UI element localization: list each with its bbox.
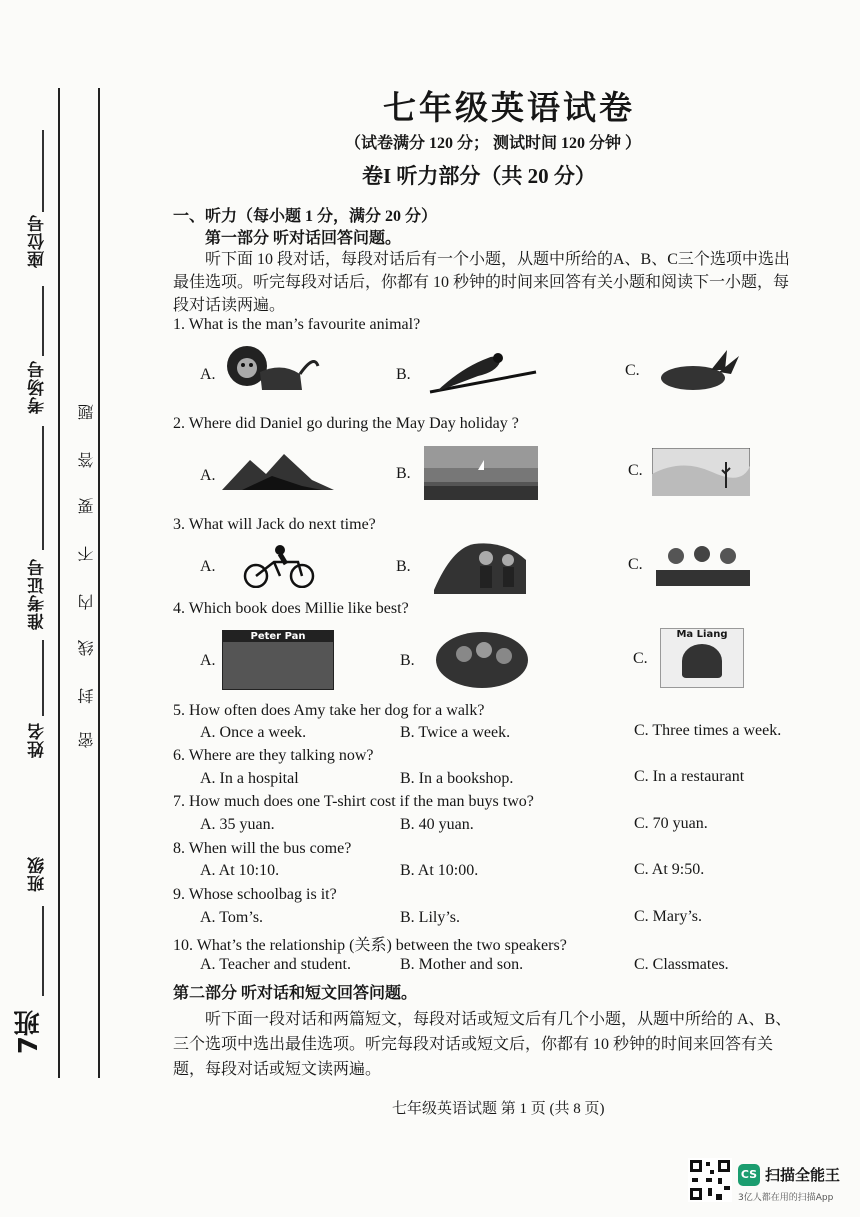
question-3: 3. What will Jack do next time?	[173, 516, 376, 533]
q4-option-a-label[interactable]: A.	[200, 652, 216, 669]
lion-icon[interactable]	[222, 344, 322, 394]
book-title-ma-liang: Ma Liang	[676, 629, 728, 640]
q7-option-c[interactable]: C. 70 yuan.	[634, 815, 708, 832]
seal-char-2: 封	[79, 688, 96, 704]
q9-option-b[interactable]: B. Lily’s.	[400, 909, 461, 926]
part1-instruction-1: 听下面 10 段对话，每段对话后有一个小题，从题中所给的A、B、C三个选项中选出	[205, 251, 790, 268]
cyclist-icon[interactable]	[240, 544, 320, 588]
admission-number-blank[interactable]	[42, 426, 44, 550]
q3-option-c-label[interactable]: C.	[628, 556, 643, 573]
ma-liang-book-icon[interactable]	[660, 628, 744, 688]
q7-option-a[interactable]: A. 35 yuan.	[200, 816, 275, 833]
q6-option-a[interactable]: A. In a hospital	[200, 770, 299, 787]
q2-option-b-label[interactable]: B.	[396, 465, 411, 482]
question-1: 1. What is the man’s favourite animal?	[173, 316, 421, 333]
seal-char-7: 答	[79, 452, 96, 468]
qr-code-icon	[688, 1158, 732, 1202]
part2-heading: 第二部分 听对话和短文回答问题。	[173, 985, 418, 1002]
page-footer: 七年级英语试题 第 1 页 (共 8 页)	[392, 1101, 605, 1117]
exam-room-blank[interactable]	[42, 286, 44, 356]
desert-icon[interactable]	[652, 448, 750, 496]
q2-option-c-label[interactable]: C.	[628, 462, 643, 479]
part1-instruction-3: 段对话读两遍。	[173, 297, 286, 314]
q1-option-b-label[interactable]: B.	[396, 366, 411, 383]
q8-option-a[interactable]: A. At 10:10.	[200, 862, 280, 879]
q8-option-b[interactable]: B. At 10:00.	[400, 862, 479, 879]
class-blank[interactable]	[42, 906, 44, 996]
exam-subtitle: （试卷满分 120 分； 测试时间 120 分钟 ）	[345, 135, 642, 152]
q6-option-c[interactable]: C. In a restaurant	[634, 768, 745, 785]
question-5: 5. How often does Amy take her dog for a walk?	[173, 702, 485, 719]
seat-number-label: 座位号	[28, 214, 47, 268]
part1-heading: 一、听力（每小题 1 分，满分 20 分）	[173, 208, 438, 225]
question-4: 4. Which book does Millie like best?	[173, 600, 409, 617]
question-7: 7. How much does one T-shirt cost if the man buys two?	[173, 793, 534, 810]
name-blank[interactable]	[42, 640, 44, 716]
q1-option-a-label[interactable]: A.	[200, 366, 216, 383]
q9-option-c[interactable]: C. Mary’s.	[634, 908, 702, 925]
name-label: 姓名	[28, 722, 47, 758]
seal-char-4: 内	[79, 594, 96, 610]
q8-option-c[interactable]: C. At 9:50.	[634, 861, 705, 878]
journey-to-the-west-book-icon[interactable]	[434, 628, 530, 690]
question-8: 8. When will the bus come?	[173, 840, 352, 857]
question-10: 10. What’s the relationship (关系) between the two speakers?	[173, 937, 567, 954]
binding-line-outer	[58, 88, 60, 1078]
q10-option-b[interactable]: B. Mother and son.	[400, 956, 524, 973]
q4-option-b-label[interactable]: B.	[400, 652, 415, 669]
admission-number-label: 准考证号	[28, 558, 47, 630]
section-title: 卷I 听力部分（共 20 分）	[362, 164, 596, 188]
question-9: 9. Whose schoolbag is it?	[173, 886, 337, 903]
q7-option-b[interactable]: B. 40 yuan.	[400, 816, 474, 833]
picnic-icon[interactable]	[656, 544, 750, 586]
peter-pan-book-icon[interactable]	[222, 630, 334, 690]
part2-instruction-1: 听下面一段对话和两篇短文，每段对话或短文后有几个小题，从题中所给的 A、B、	[205, 1011, 792, 1028]
part2-instruction-3: 题，每段对话或短文读两遍。	[173, 1061, 382, 1078]
q10-option-a[interactable]: A. Teacher and student.	[200, 956, 351, 973]
q10-option-c[interactable]: C. Classmates.	[634, 956, 729, 973]
q5-option-a[interactable]: A. Once a week.	[200, 724, 307, 741]
part1-instruction-2: 最佳选项。听完每段对话后，你都有 10 秒钟的时间来回答有关小题和阅读下一小题，每	[173, 274, 790, 291]
seal-char-3: 线	[79, 640, 96, 656]
question-2: 2. Where did Daniel go during the May Day holiday ?	[173, 415, 519, 432]
class-handwritten-mark: 7班	[14, 1010, 44, 1055]
camscanner-name: 扫描全能王	[765, 1166, 841, 1184]
binding-line-inner	[98, 88, 100, 1078]
question-6: 6. Where are they talking now?	[173, 747, 374, 764]
parrot-icon[interactable]	[426, 346, 538, 398]
exam-room-label: 考场号	[28, 360, 47, 414]
exam-title: 七年级英语试卷	[383, 88, 635, 127]
q6-option-b[interactable]: B. In a bookshop.	[400, 770, 514, 787]
q3-option-b-label[interactable]: B.	[396, 558, 411, 575]
camscanner-logo: CS	[738, 1164, 760, 1186]
mountain-icon[interactable]	[222, 450, 334, 492]
q2-option-a-label[interactable]: A.	[200, 467, 216, 484]
q1-option-c-label[interactable]: C.	[625, 362, 640, 379]
seal-char-8: 题	[79, 404, 96, 420]
q5-option-b[interactable]: B. Twice a week.	[400, 724, 511, 741]
book-title-peter-pan: Peter Pan	[223, 631, 333, 642]
seal-char-1: 密	[79, 732, 96, 748]
class-label: 班级	[28, 856, 47, 892]
seal-char-6: 要	[79, 498, 96, 514]
part2-instruction-2: 三个选项中选出最佳选项。听完每段对话或短文后，你都有 10 秒钟的时间来回答有关	[173, 1036, 774, 1053]
q5-option-c[interactable]: C. Three times a week.	[634, 722, 782, 739]
beach-icon[interactable]	[424, 446, 538, 500]
q9-option-a[interactable]: A. Tom’s.	[200, 909, 264, 926]
seat-number-blank[interactable]	[42, 130, 44, 212]
seal-char-5: 不	[79, 546, 96, 562]
q4-option-c-label[interactable]: C.	[633, 650, 648, 667]
rabbit-icon[interactable]	[655, 348, 741, 392]
hikers-icon[interactable]	[434, 538, 526, 594]
camscanner-tagline: 3亿人都在用的扫描App	[738, 1193, 834, 1203]
q3-option-a-label[interactable]: A.	[200, 558, 216, 575]
part1-sub-heading: 第一部分 听对话回答问题。	[205, 230, 402, 247]
